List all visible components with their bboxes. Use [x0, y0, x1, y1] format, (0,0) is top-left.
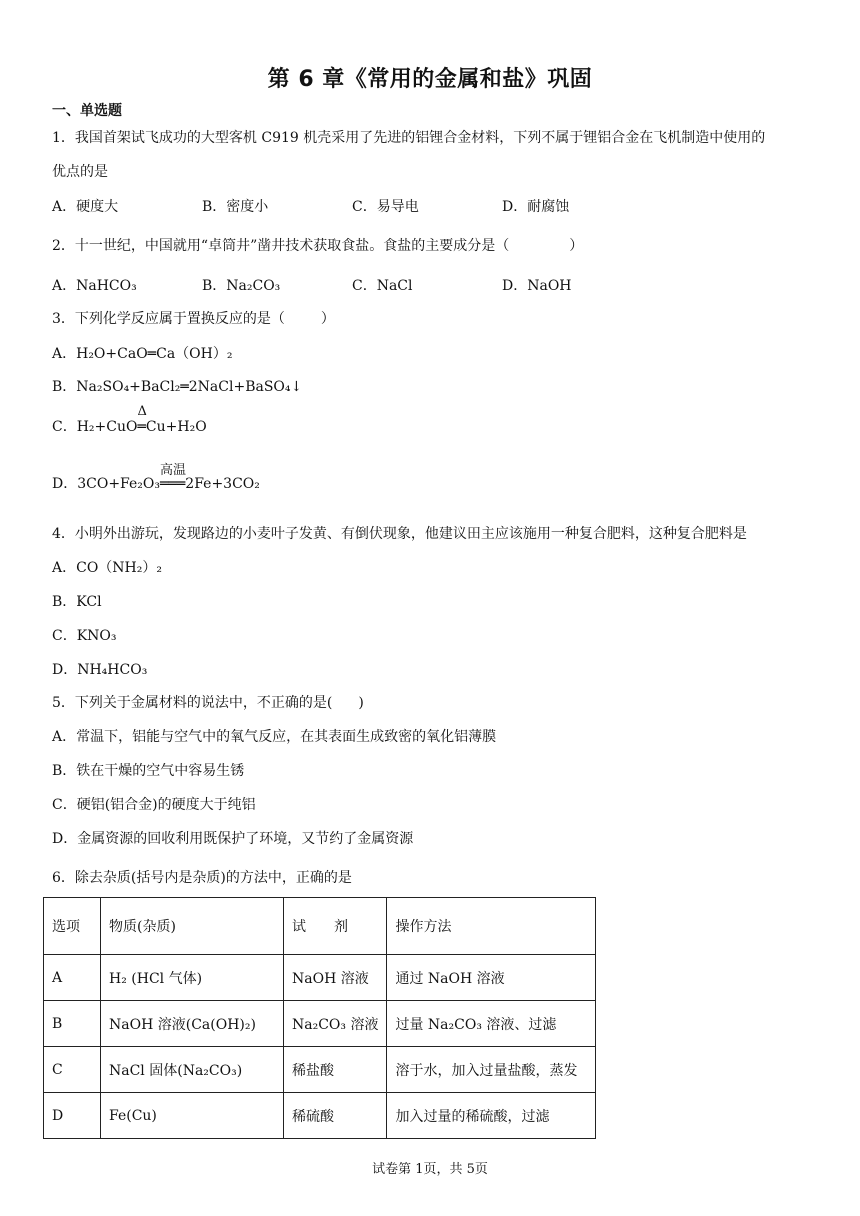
- q3-option-d[interactable]: [52, 463, 260, 493]
- q2-stem: [52, 235, 583, 255]
- q4-option-b[interactable]: B．KCl: [52, 594, 102, 610]
- q1-option-c[interactable]: C．易导电: [352, 199, 419, 215]
- q2-option-c[interactable]: C．NaCl: [352, 278, 413, 294]
- table-cell: 通过 NaOH 溶液: [387, 955, 596, 1001]
- q3-option-d-right: 2Fe+3CO₂: [185, 476, 260, 492]
- q3-option-c-right: Cu+H₂O: [145, 419, 207, 435]
- q3-option-d-left: D．3CO+Fe₂O₃: [52, 476, 160, 492]
- q2-stem-close: ）: [569, 238, 584, 254]
- table-cell: NaOH 溶液: [284, 955, 387, 1001]
- table-cell: Na₂CO₃ 溶液: [284, 1001, 387, 1047]
- q5-stem-text: 5．下列关于金属材料的说法中，不正确的是(: [52, 695, 333, 711]
- q5-stem: [52, 692, 364, 712]
- high-temp-condition: 高温 ═══: [160, 476, 185, 492]
- section-heading: 一、单选题: [52, 103, 122, 119]
- high-temp-label: 高温: [160, 463, 187, 478]
- table-cell: H₂ (HCl 气体): [101, 955, 284, 1001]
- page-footer: 试卷第 1页，共 5页: [372, 1162, 488, 1177]
- page-title: 第 6 章《常用的金属和盐》巩固: [267, 67, 593, 92]
- table-cell: 溶于水，加入过量盐酸，蒸发: [387, 1047, 596, 1093]
- q6-stem: 6．除去杂质(括号内是杂质)的方法中，正确的是: [52, 870, 352, 886]
- q5-option-b[interactable]: B．铁在干燥的空气中容易生锈: [52, 763, 245, 779]
- header-cell: 操作方法: [387, 898, 596, 955]
- header-cell: 选项: [44, 898, 101, 955]
- q5-option-c[interactable]: C．硬铝(铝合金)的硬度大于纯铝: [52, 797, 256, 813]
- q1-option-d[interactable]: D．耐腐蚀: [502, 199, 570, 215]
- q3-option-c[interactable]: [52, 404, 207, 436]
- impurity-table: [43, 897, 596, 1139]
- q4-stem: 4．小明外出游玩，发现路边的小麦叶子发黄、有倒伏现象，他建议田主应该施用一种复合肥料，这种复合肥料是: [52, 526, 747, 542]
- q2-option-a[interactable]: A．NaHCO₃: [52, 278, 137, 294]
- q3-option-c-left: C．H₂+CuO: [52, 419, 138, 435]
- q2-option-b[interactable]: B．Na₂CO₃: [202, 278, 281, 294]
- q2-option-d[interactable]: D．NaOH: [502, 278, 572, 294]
- table-cell: NaCl 固体(Na₂CO₃): [101, 1047, 284, 1093]
- table-cell: NaOH 溶液(Ca(OH)₂): [101, 1001, 284, 1047]
- q1-stem-line2: 优点的是: [52, 164, 108, 180]
- q4-option-d[interactable]: D．NH₄HCO₃: [52, 662, 148, 678]
- table-row: [44, 955, 596, 1001]
- table-cell: C: [44, 1047, 101, 1093]
- q3-stem-close: ）: [320, 311, 335, 327]
- q1-option-a[interactable]: A．硬度大: [52, 199, 119, 215]
- heat-symbol: Δ: [137, 404, 147, 419]
- table-cell: D: [44, 1093, 101, 1139]
- table-cell: A: [44, 955, 101, 1001]
- table-cell: 稀硫酸: [284, 1093, 387, 1139]
- q2-stem-text: 2．十一世纪，中国就用“卓筒井”凿井技术获取食盐。食盐的主要成分是（: [52, 238, 510, 254]
- q4-option-c[interactable]: C．KNO₃: [52, 628, 117, 644]
- q3-option-a[interactable]: A．H₂O+CaO═Ca（OH）₂: [52, 346, 233, 362]
- table-header-row: [44, 898, 596, 955]
- q4-option-a[interactable]: A．CO（NH₂）₂: [52, 560, 162, 576]
- table-row: [44, 1047, 596, 1093]
- q5-option-d[interactable]: D．金属资源的回收利用既保护了环境，又节约了金属资源: [52, 831, 414, 847]
- header-cell: 物质(杂质): [101, 898, 284, 955]
- q1-option-b[interactable]: B．密度小: [202, 199, 269, 215]
- q3-option-b[interactable]: B．Na₂SO₄+BaCl₂═2NaCl+BaSO₄↓: [52, 379, 303, 395]
- table-cell: B: [44, 1001, 101, 1047]
- table-cell: Fe(Cu): [101, 1093, 284, 1139]
- q3-stem-text: 3．下列化学反应属于置换反应的是（: [52, 311, 285, 327]
- q1-stem-line1: 1．我国首架试飞成功的大型客机 C919 机壳采用了先进的铝锂合金材料，下列不属于锂铝合金在飞机制造中使用的: [52, 130, 766, 146]
- table-cell: 加入过量的稀硫酸，过滤: [387, 1093, 596, 1139]
- q5-option-a[interactable]: A．常温下，铝能与空气中的氧气反应，在其表面生成致密的氧化铝薄膜: [52, 729, 497, 745]
- table-row: [44, 1001, 596, 1047]
- heat-condition: Δ ═: [137, 404, 147, 435]
- header-cell: 试 剂: [284, 898, 387, 955]
- table-cell: 稀盐酸: [284, 1047, 387, 1093]
- q3-stem: [52, 308, 335, 328]
- table-cell: 过量 Na₂CO₃ 溶液、过滤: [387, 1001, 596, 1047]
- q5-stem-close: ): [358, 695, 364, 711]
- table-row: [44, 1093, 596, 1139]
